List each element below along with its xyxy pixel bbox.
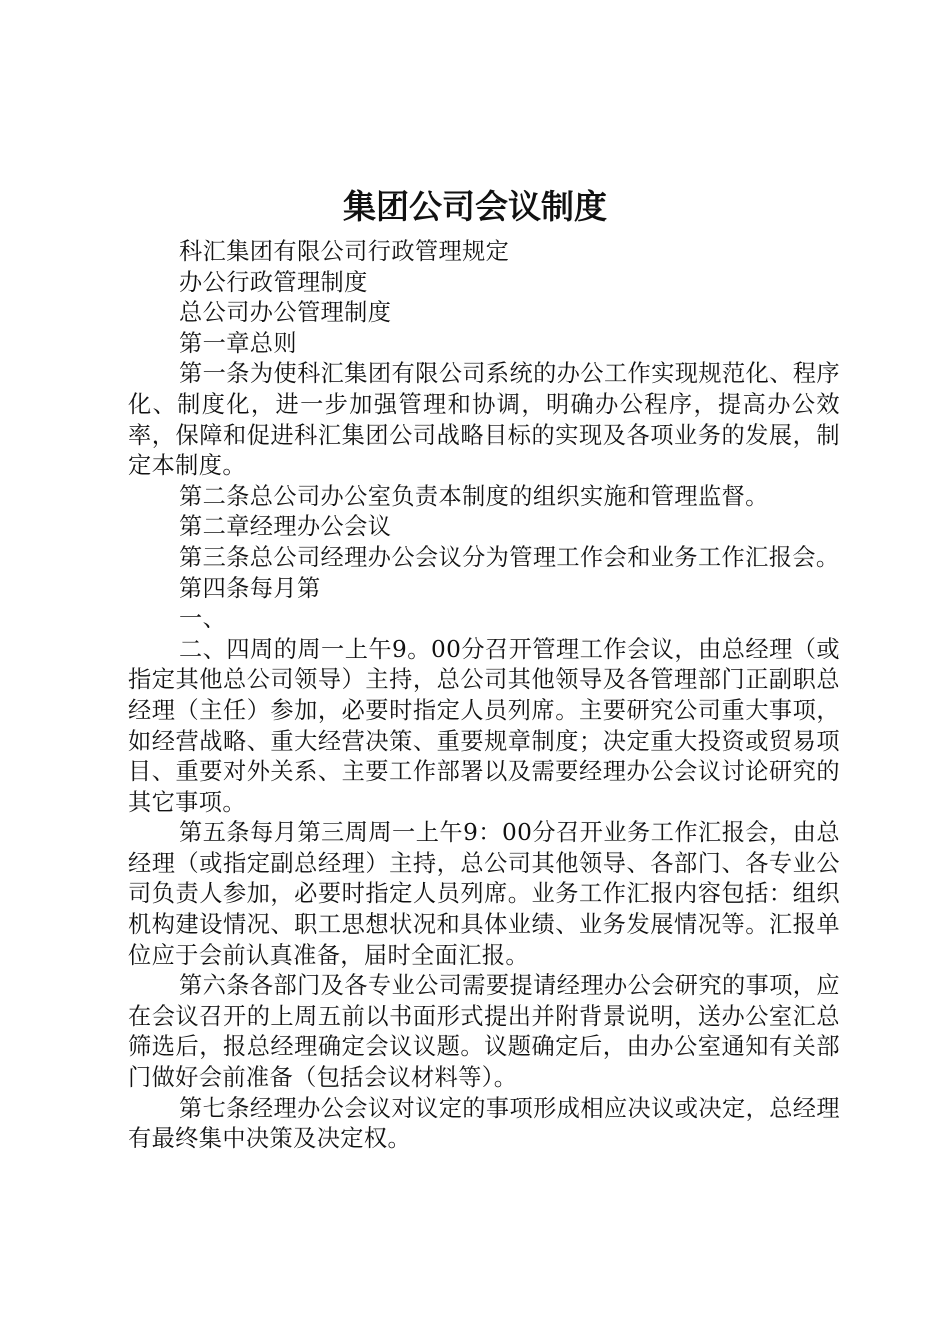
article-4: 第四条每月第 xyxy=(179,574,321,602)
article-2: 第二条总公司办公室负责本制度的组织实施和管理监督。 xyxy=(179,482,769,510)
paragraph-org-regulation: 科汇集团有限公司行政管理规定 xyxy=(179,238,510,265)
article-5: 第五条每月第三周周一上午9：00分召开业务工作汇报会，由总经理（或指定副总经理）主持，总公司其他领导、各部门、各专业公司负责人参加，必要时指定人员列席。业务工作汇报内容包括：组织机构建设情况、职工思想状况和具体业绩、业务发展情况等。汇报单位应于会前认真准备，届时全面汇报。 xyxy=(128,819,840,969)
list-item-two: 二、四周的周一上午9。00分召开管理工作会议，由总经理（或指定其他总公司领导）主持，总公司其他领导及各管理部门正副职总经理（主任）参加，必要时指定人员列席。主要研究公司重大事项，如经营战略、重大经营决策、重要规章制度；决定重大投资或贸易项目、重要对外关系、主要工作部署以及需要经理办公会议讨论研究的其它事项。 xyxy=(128,635,840,816)
article-1: 第一条为使科汇集团有限公司系统的办公工作实现规范化、程序化、制度化，进一步加强管理和协调，明确办公程序，提高办公效率，保障和促进科汇集团公司战略目标的实现及各项业务的发展，制定本制度。 xyxy=(128,360,840,480)
article-6: 第六条各部门及各专业公司需要提请经理办公会研究的事项，应在会议召开的上周五前以书面形式提出并附背景说明，送办公室汇总筛选后，报总经理确定会议议题。议题确定后，由办公室通知有关部门做好会前准备（包括会议材料等）。 xyxy=(128,972,840,1092)
document-title: 集团公司会议制度 xyxy=(343,187,607,226)
article-3: 第三条总公司经理办公会议分为管理工作会和业务工作汇报会。 xyxy=(179,543,840,571)
document-body xyxy=(128,237,840,1155)
chapter-2-heading: 第二章经理办公会议 xyxy=(179,513,392,541)
paragraph-office-system: 总公司办公管理制度 xyxy=(179,299,392,327)
chapter-1-heading: 第一章总则 xyxy=(179,329,297,357)
paragraph-admin-system: 办公行政管理制度 xyxy=(179,268,368,296)
list-item-one: 一、 xyxy=(179,605,227,633)
article-7: 第七条经理办公会议对议定的事项形成相应决议或决定，总经理有最终集中决策及决定权。 xyxy=(128,1094,840,1153)
